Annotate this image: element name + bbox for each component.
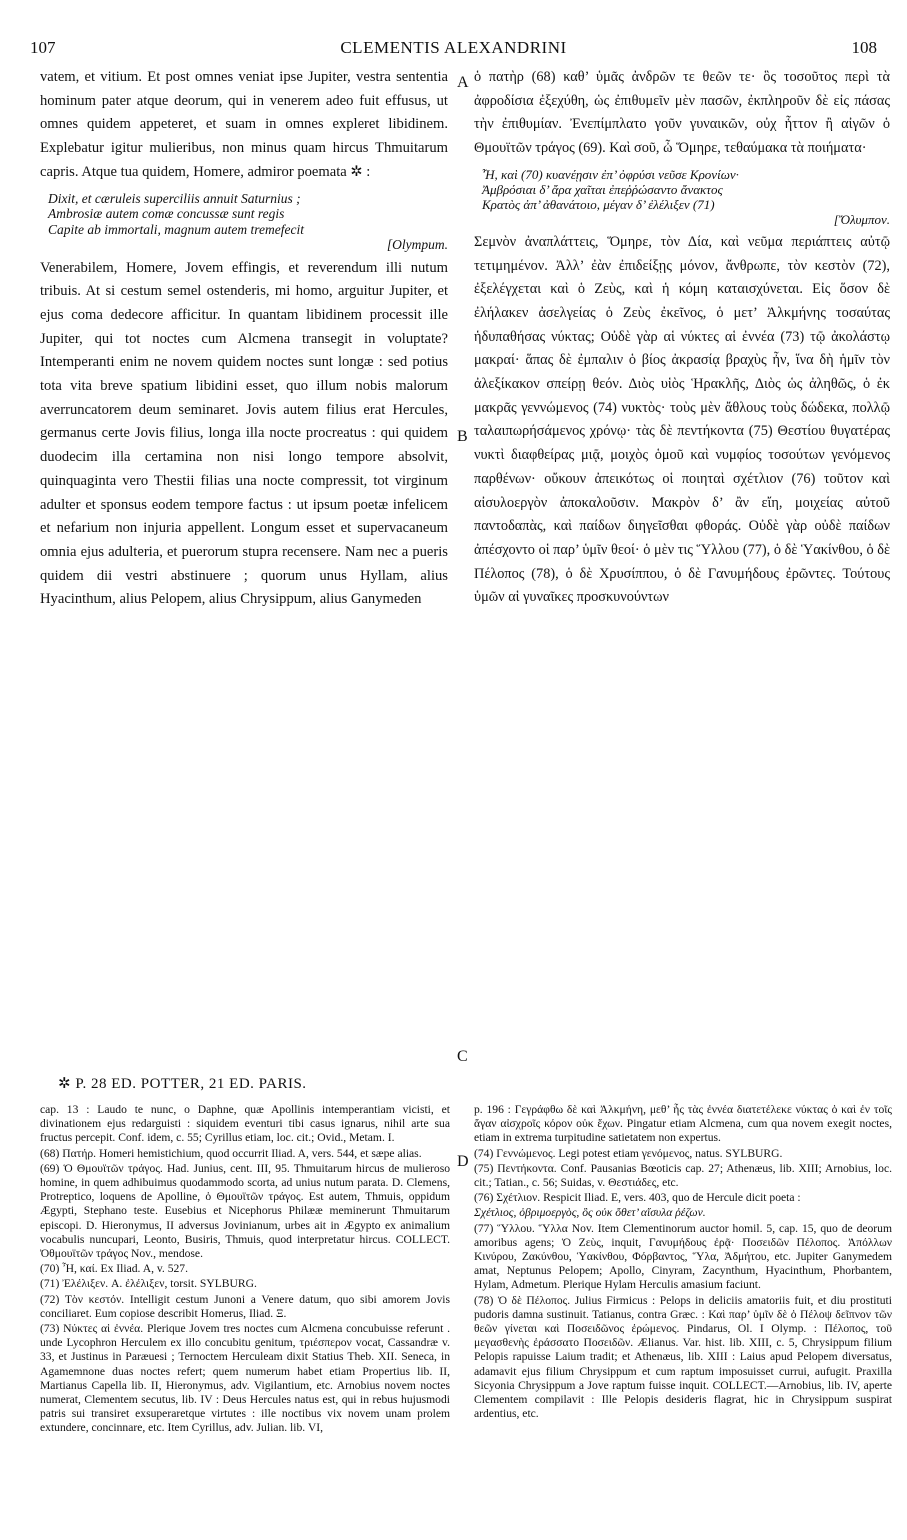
greek-verse-line: Ἀμβρόσιαι δ’ ἄρα χαῖται ἐπεῤῥώσαντο ἄνακτος [482,181,723,197]
footnote: (75) Πεντήκοντα. Conf. Pausanias Bœoticis cap. 27; Athenæus, lib. XIII; Arnobius, loc. cit.; Tatian., c. 56; Suidas, v. Θεστιάδες, etc. [474,1161,892,1190]
running-header [30,38,877,60]
margin-letter-d: D [457,1153,469,1170]
greek-verse [482,167,890,227]
latin-verse-line: Ambrosiæ autem comæ concussæ sunt regis [48,206,285,222]
footnote: (70) Ἦ, καί. Ex Iliad. A, v. 527. [40,1262,188,1276]
running-title: CLEMENTIS ALEXANDRINI [340,38,567,57]
greek-verse-end: [Ὄλυμπον. [833,211,890,227]
latin-verse-line: Dixit, et cæruleis superciliis annuit Saturnius ; [48,190,301,206]
greek-paragraph-1: ὁ πατὴρ (68) καθ’ ὑμᾶς ἀνδρῶν τε θεῶν τε· ὃς τοσοῦτος περὶ τὰ ἀφροδίσια ἐξεχύθη, ὡς ἐπιθυμεῖν μὲν πασῶν, ἐκπληροῦν δὲ εἰς πάσας τὴν ἐπιθυμίαν. Ἐνεπίμπλατο γοῦν γυναικῶν, οὐχ ἧττον ἢ αἰγῶν ὁ Θμουϊτῶν τράγος (69). Καὶ σοῦ, ὦ Ὅμηρε, τεθαύμακα τὰ ποιήματα· [474,69,890,157]
latin-verse [48,191,448,253]
margin-letter-b: B [457,428,468,445]
footnotes-right [474,1103,892,1422]
footnote: (77) Ὕλλου. Ὕλλα Nov. Item Clementinorum auctor homil. 5, cap. 15, quo de deorum amoribus agens; Ὁ Ζεὺς, inquit, Γανυμήδους ἐρᾷ· Ποσειδῶν Πέλοπος. Ἀπόλλων Κινύρου, Ζακύνθου, Ὑακίνθου, Φόρβαντος, Ὕλα, Ἀδμήτου, etc. Jupiter Ganymedem amat, Neptunus Pelopem; Apollo, Cinyram, Zacynthum, Hyacinthum, Phorbantem, Hylam, Admetum. Plerique Hylam Herculis amasium faciunt. [474,1221,892,1292]
latin-verse-end: [Olympum. [386,237,448,253]
latin-paragraph-1: vatem, et vitium. Et post omnes veniat ipse Jupiter, vestra sententia hominum pater atque deorum, qui in venerem adeo fuit effusus, ut omnes quidem appeteret, et suam in omnes expleret libidinem. Explebatur igitur mulieribus, non minus quam hircus Thmuitarum capris. Atque tua quidem, Homere, admiror poemata ✲ : [40,69,448,180]
edition-reference: ✲ P. 28 ED. POTTER, 21 ED. PARIS. [58,1076,307,1092]
greek-paragraph-2: Σεμνὸν ἀναπλάττεις, Ὅμηρε, τὸν Δία, καὶ νεῦμα περιάπτεις αὐτῷ τετιμημένον. Ἀλλ’ ἐὰν ἐπιδείξῃς μόνον, ἄνθρωπε, τὸν κεστὸν (72), ἐξελέγχεται καὶ ὁ Ζεὺς, καὶ ἡ κόμη καταισχύνεται. Εἰς ὅσον δὲ ἐλήλακεν ἀσελγείας ὁ Ζεὺς ἐκεῖνος, ὁ μετ’ Ἀλκμήνης τοσαύτας ἡδυπαθήσας νύκτας; Οὐδὲ γὰρ αἱ νύκτες αἱ ἐννέα (73) τῷ ἀκολάστῳ μακραί· ἅπας δὲ ἐμπαλιν ὁ βίος ἀκρασίᾳ βραχὺς ἦν, ἵνα δὴ ἡμῖν τὸν ἀλεξίκακον σπείρῃ θεόν. Διὸς υἱὸς Ἡρακλῆς, Διὸς ὡς ἀληθῶς, ὁ ἐκ μακρᾶς γεννώμενος (74) νυκτὸς· τοὺς μὲν ἄθλους τοὺς δώδεκα, πολλῷ ταλαιπωρήσάμενος χρόνῳ· τὰς δὲ πεντήκοντα (75) Θεστίου θυγατέρας νυκτὶ διαφθείρας μιᾷ, μοιχὸς ὁμοῦ καὶ νυμφίος τοσούτων γενόμενος παρθένων· οὔκουν ἀπεικότως οἱ ποιηταὶ σχέτλιον (76) τοῦτον καὶ αἰσυλοεργὸν ἀποκαλοῦσιν. Μακρὸν δ’ ἂν εἴη, μοιχείας αὐτοῦ παντοδαπὰς, καὶ παίδων διηγεῖσθαι φθοράς. Οὐδὲ γὰρ οὐδὲ παίδων ἀπέσχοντο οἱ παρ’ ὑμῖν θεοί· ὁ μὲν τις Ὕλλου (77), ὁ δὲ Ὑακίνθου, ὁ δὲ Πέλοπος (78), ὁ δὲ Χρυσίππου, ὁ δὲ Γανυμήδους ἐρῶντες. Τούτους ὑμῶν αἱ γυναῖκες προσκυνούντων [474,233,890,606]
latin-verse-line: Capite ab immortali, magnum autem tremefecit [48,221,304,237]
footnote: (78) Ὁ δὲ Πέλοπος. Julius Firmicus : Pelops in deliciis amatoriis fuit, et diu prostituti pudoris damna sustinuit. Tatianus, contra Græc. : Καὶ παρ’ ὑμῖν δὲ ὁ Πέλοψ δεῖπνον τῶν θεῶν γίνεται καὶ Ποσειδῶνος ἐρώμενος. Pindarus, Ol. I Olymp. : Πέλοπος, τοῦ μεγασθενὴς ἐράσσατο Ποσειδῶν. Ælianus. Var. hist. lib. XIII, c. 5, Chrysippum filium Pelopis rapuisse Laium tradit; et Athenæus, lib. XIII : Laius apud Pelopem diversatus, adamavit ejus filium Chrysippum et cum raptum imposuisset currui, aufugit. Praxilla Sicyonia Chrysippum a Jove raptum fuisse inquit. COLLECT.—Arnobius, lib. IV, aperte Clementem compilavit : Ille Pelopis desideris flagrat, hic in Chrysippum suspirat ardentius, etc. [474,1293,892,1421]
footnote: p. 196 : Γεγράφθω δὲ καὶ Ἀλκμήνη, μεθ’ ἧς τὰς ἐννέα διατετέλεκε νύκτας ὁ καὶ ἐν τοῖς ἄγαν αἰσχροῖς κόρον οὐκ ἔχων. Pingatur etiam Alcmena, cum qua novem exegit noctes, etiam in extrema turpitudine satietatem non expertus. [474,1103,892,1145]
margin-letter-c: C [457,1048,468,1065]
greek-verse-line: Κρατὸς ἀπ’ ἀθανάτοιο, μέγαν δ’ ἐλέλιξεν (71) [482,196,715,212]
footnote-verse: Σχέτλιος, ὀβριμοεργὸς, ὃς οὐκ ὄθετ’ αἴσυλα ῥέζων. [474,1206,706,1220]
footnote: cap. 13 : Laudo te nunc, o Daphne, quæ Apollinis intemperantiam vicisti, et divinationem ejus redarguisti : siquidem eventuri tibi casus ignarus, nihil arte sua fructus percepit. Conf. idem, c. 55; Cyrillus etiam, loc. cit.; Ovid., Metam. I. [40,1103,450,1145]
left-page-number: 107 [30,38,56,57]
greek-verse-line: Ἦ, καὶ (70) κυανέῃσιν ἐπ’ ὀφρύσι νεῦσε Κρονίων· [482,166,739,182]
footnote: (72) Τὸν κεστόν. Intelligit cestum Junoni a Venere datum, quo sibi amorem Jovis conciliaret. Eum copiose describit Homerus, Iliad. Ξ. [40,1292,450,1320]
footnote: (69) Ὁ Θμουϊτῶν τράγος. Had. Junius, cent. III, 95. Thmuitarum hircus de mulieroso homine, in quem adhibuimus quodammodo scorta, ad unius nutum parata. D. Clemens, Protreptico, loquens de Apolline, ὁ Θμουϊτῶν τράγος. Est autem, Thmuis, oppidum Ægypti, Stephano teste. Eusebius et Nicephorus Philææ meminerunt Thmuitarum episcopi. D. Hieronymus, II adversus Jovinianum, urbes ait in Ægypto ex animalium vocabulis nuncupari, Leonto, Busiris, Thmuis, quod interpretatur hircus. COLLECT. Ὀθμουϊτῶν τράγος Nov., mendose. [40,1161,450,1261]
footnote: (73) Νύκτες αἱ ἐννέα. Plerique Jovem tres noctes cum Alcmena concubuisse referunt . unde Lycophron Herculem ex illo concubitu genitum, τριέσπερον vocat, Cassandræ v. 33, et Justinus in Paræuesi ; Ternoctem Herculeam dixit Statius Theb. XII. Seneca, in Agamemnone duas noctes refert; quem numerum habet etiam Propertius lib. II, Martianus Capella lib. II, Hieronymus, adv. Vigilantium, etc. Arnobius novem noctes numerat, Clementem secutus, lib. IV : Deus Hercules natus est, qui in rebus hujusmodi patris sui transiret exsuperaretque virtutes : ille noctibus vix novem unam prolem extundere, concinnare, etc. Item Cyrillus, adv. Julian. lib. VI, [40,1322,450,1435]
footnote: (76) Σχέτλιον. Respicit Iliad. E, vers. 403, quo de Hercule dicit poeta : [474,1191,801,1205]
footnote: (74) Γεννώμενος. Legi potest etiam γενόμενος, natus. SYLBURG. [474,1146,783,1160]
latin-paragraph-2: Venerabilem, Homere, Jovem effingis, et reverendum illi nutum tribuis. At si cestum semel ostenderis, mi homo, arguitur Jupiter, et ejus coma dedecore afficitur. In quantam libidinem processit ille Jupiter, qui tot noctes cum Alcmena transegit in voluptate? Intemperanti enim ne novem quidem noctes sunt longæ : sed potius tota vita breve spatium libidini esset, quo illum nobis malorum averruncatorem deum seminaret. Jovis autem filius erat Hercules, germanus certe Jovis filius, longa illa nocte procreatus : qui quidem duodecim illa certamina non nisi longo tempore absolvit, quinquaginta vero Thestii filias una nocte compressit, tot virginum adulter et sponsus eodem tempore factus : ut ipsum poetæ infelicem et nefarium non injuria appellent. Longum esset et supervacaneum omnia ejus adulteria, et puerorum stupra recensere. Nam nec a pueris quidem dii vestri abstinuere ; quorum unus Hyllam, alius Hyacinthum, alius Pelopem, alius Chrysippum, alius Ganymeden [40,259,448,608]
greek-column [474,66,890,610]
footnote: (71) Ἐλέλιξεν. A. ἐλέλιξεν, torsit. SYLBURG. [40,1277,257,1291]
latin-column [40,66,448,612]
right-page-number: 108 [851,38,877,57]
footnotes-left [40,1103,450,1437]
footnote: (68) Πατήρ. Homeri hemistichium, quod occurrit Iliad. A, vers. 544, et sæpe alias. [40,1146,422,1160]
margin-letter-a: A [457,74,469,91]
